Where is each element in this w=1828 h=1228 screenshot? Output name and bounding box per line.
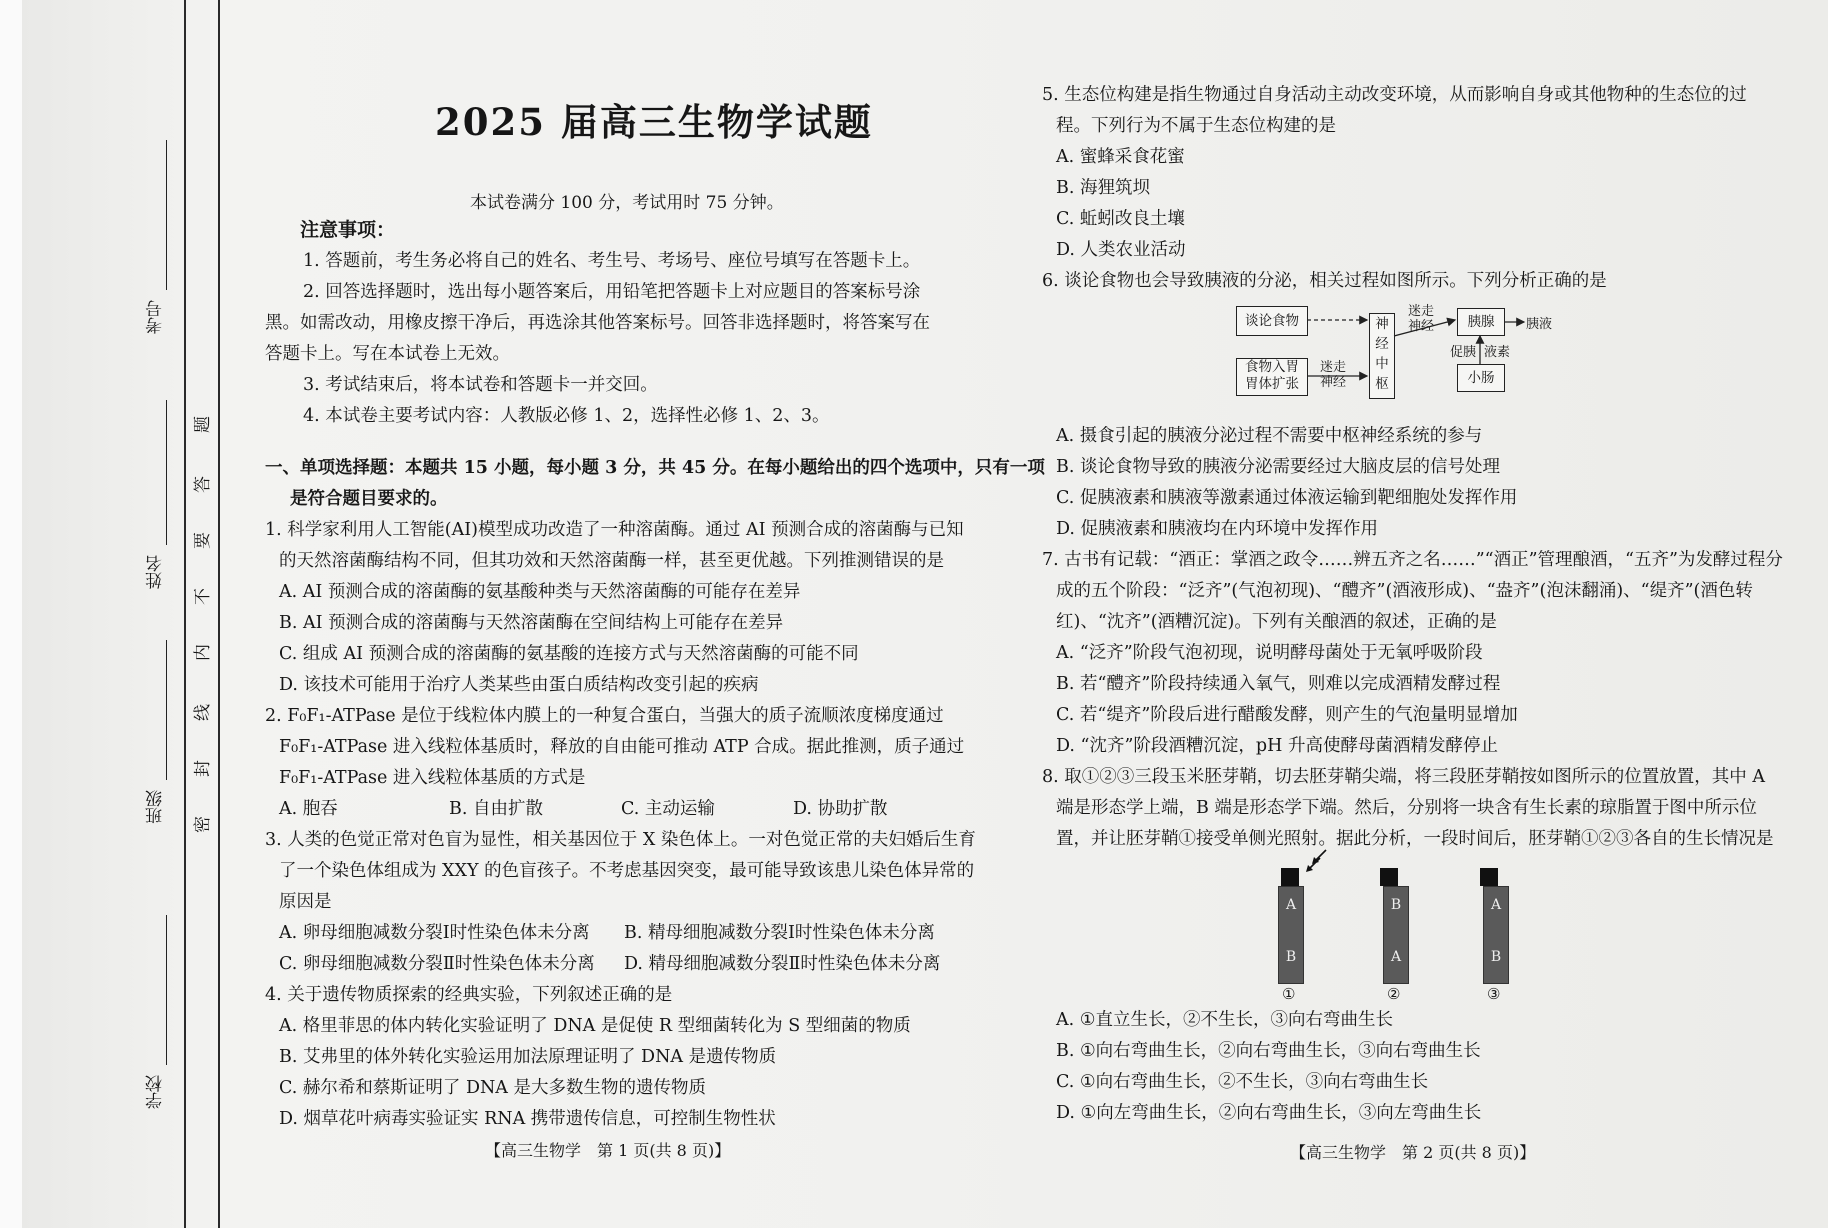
q2-stem-cont: F₀F₁-ATPase 进入线粒体基质时，释放的自由能可推动 ATP 合成。据此推测，质子通过 <box>279 737 965 757</box>
seal-char: 要 <box>193 532 213 549</box>
q5-option-b: B. 海狸筑坝 <box>1056 178 1150 198</box>
seal-char: 题 <box>193 416 213 433</box>
q2-options <box>265 794 965 825</box>
q3-option-c: C. 卵母细胞减数分裂Ⅱ时性染色体未分离 <box>279 954 595 974</box>
q8-stem-end: 置，并让胚芽鞘①接受单侧光照射。据此分析，一段时间后，胚芽鞘①②③各自的生长情况是 <box>1056 829 1774 849</box>
q3-stem-end: 原因是 <box>279 892 332 912</box>
q3-option-d: D. 精母细胞减数分裂Ⅱ时性染色体未分离 <box>624 954 941 974</box>
coleoptile-3-bottom-label: B <box>1490 949 1502 965</box>
nerve-center-char: 神 <box>1375 316 1389 332</box>
q5-option-a: A. 蜜蜂采食花蜜 <box>1056 147 1185 167</box>
name-rule <box>166 400 167 545</box>
seal-char: 内 <box>193 644 213 661</box>
school-rule <box>166 915 167 1065</box>
exam-no-rule <box>166 140 167 290</box>
q7-option-c: C. 若“缇齐”阶段后进行醋酸发酵，则产生的气泡量明显增加 <box>1056 705 1518 725</box>
binding-line-outer <box>184 0 186 1228</box>
coleoptile-3 <box>1483 886 1509 984</box>
secretin-label-2: 液素 <box>1484 345 1511 360</box>
q6-option-c: C. 促胰液素和胰液等激素通过体液运输到靶细胞处发挥作用 <box>1056 488 1518 508</box>
binding-line-inner <box>218 0 220 1228</box>
agar-block-1 <box>1281 868 1299 886</box>
q1-stem: 1. 科学家利用人工智能(AI)模型成功改造了一种溶菌酶。通过 AI 预测合成的溶菌酶与已知 <box>265 520 964 540</box>
coleoptile-3-number: ③ <box>1487 985 1501 1003</box>
seal-char: 密 <box>193 816 213 833</box>
coleoptile-1-number: ① <box>1282 985 1296 1003</box>
q2-option-d: D. 协助扩散 <box>793 799 888 819</box>
q6-option-b: B. 谈论食物导致的胰液分泌需要经过大脑皮层的信号处理 <box>1056 457 1500 477</box>
food-stomach-line2: 胃体扩张 <box>1245 376 1299 392</box>
exam-info: 本试卷满分 100 分，考试用时 75 分钟。 <box>470 193 784 213</box>
class-label: 班级 <box>146 790 166 824</box>
q3-options-ab <box>265 918 965 949</box>
q5-option-c: C. 蚯蚓改良土壤 <box>1056 209 1185 229</box>
agar-block-3 <box>1480 868 1498 886</box>
talk-food-box: 谈论食物 <box>1236 306 1308 336</box>
q6-stem: 6. 谈论食物也会导致胰液的分泌，相关过程如图所示。下列分析正确的是 <box>1042 271 1607 291</box>
class-rule <box>166 640 167 780</box>
q7-option-a: A. “泛齐”阶段气泡初现，说明酵母菌处于无氧呼吸阶段 <box>1056 643 1483 663</box>
q6-option-d: D. 促胰液素和胰液均在内环境中发挥作用 <box>1056 519 1379 539</box>
q3-option-a: A. 卵母细胞减数分裂Ⅰ时性染色体未分离 <box>279 923 590 943</box>
q8-option-b: B. ①向右弯曲生长，②向右弯曲生长，③向右弯曲生长 <box>1056 1041 1481 1061</box>
notice-3: 3. 考试结束后，将本试卷和答题卡一并交回。 <box>303 375 658 395</box>
q8-options <box>1056 1005 1756 1129</box>
vagus-label-text: 迷走 <box>1408 304 1435 319</box>
page-2-footer: 【高三生物学 第 2 页(共 8 页)】 <box>1290 1143 1536 1162</box>
coleoptile-1 <box>1278 886 1304 984</box>
q1-stem-cont: 的天然溶菌酶结构不同，但其功效和天然溶菌酶一样，甚至更优越。下列推测错误的是 <box>279 551 944 571</box>
section-heading: 一、单项选择题：本题共 15 小题，每小题 3 分，共 45 分。在每小题给出的四个选项中，只有一项 <box>265 458 1045 478</box>
q4-option-d: D. 烟草花叶病毒实验证实 RNA 携带遗传信息，可控制生物性状 <box>279 1109 776 1129</box>
q5-stem: 5. 生态位构建是指生物通过自身活动主动改变环境，从而影响自身或其他物种的生态位的过 <box>1042 85 1747 105</box>
pancreatic-juice-label: 胰液 <box>1526 317 1553 332</box>
q4-option-c: C. 赫尔希和蔡斯证明了 DNA 是大多数生物的遗传物质 <box>279 1078 706 1098</box>
q7-stem-end: 红)、“沈齐”(酒糟沉淀)。下列有关酿酒的叙述，正确的是 <box>1056 612 1497 632</box>
pancreas-box: 胰腺 <box>1457 308 1505 336</box>
secretin-label-1: 促胰 <box>1450 345 1477 360</box>
q3-option-b: B. 精母细胞减数分裂Ⅰ时性染色体未分离 <box>624 923 935 943</box>
q2-option-a: A. 胞吞 <box>279 799 338 819</box>
q8-option-a: A. ①直立生长，②不生长，③向右弯曲生长 <box>1056 1010 1393 1030</box>
q3-stem: 3. 人类的色觉正常对色盲为显性，相关基因位于 X 染色体上。一对色觉正常的夫妇婚后生育 <box>265 830 976 850</box>
coleoptile-1-bottom-label: B <box>1285 949 1297 965</box>
seal-char: 封 <box>193 760 213 777</box>
coleoptile-1-top-label: A <box>1285 897 1297 913</box>
vagus-label-text: 迷走 <box>1320 360 1347 375</box>
q1-option-a: A. AI 预测合成的溶菌酶的氨基酸种类与天然溶菌酶的可能存在差异 <box>279 582 801 602</box>
q7-stem-cont: 成的五个阶段：“泛齐”(气泡初现)、“醴齐”(酒液形成)、“盎齐”(泡沫翻涌)、“缇齐”(酒色转 <box>1056 581 1753 601</box>
coleoptile-2-top-label: B <box>1390 897 1402 913</box>
notice-4: 4. 本试卷主要考试内容：人教版必修 1、2，选择性必修 1、2、3。 <box>303 406 830 426</box>
nerve-center-char: 经 <box>1375 336 1389 352</box>
vagus-label-text: 神经 <box>1408 319 1435 334</box>
q1-option-c: C. 组成 AI 预测合成的溶菌酶的氨基酸的连接方式与天然溶菌酶的可能不同 <box>279 644 859 664</box>
q2-stem-end: F₀F₁-ATPase 进入线粒体基质的方式是 <box>279 768 586 788</box>
left-page <box>265 215 1045 1135</box>
q8-option-d: D. ①向左弯曲生长，②向右弯曲生长，③向左弯曲生长 <box>1056 1103 1482 1123</box>
name-label: 姓名 <box>146 555 166 589</box>
coleoptile-2 <box>1383 886 1409 984</box>
notice-2-cont: 黑。如需改动，用橡皮擦干净后，再选涂其他答案标号。回答非选择题时，将答案写在 <box>265 313 930 333</box>
q7-stem: 7. 古书有记载：“酒正：掌酒之政令……辨五齐之名……”“酒正”管理酿酒，“五齐”为发酵过程分 <box>1042 550 1783 570</box>
right-page <box>1042 80 1812 855</box>
q4-stem: 4. 关于遗传物质探索的经典实验，下列叙述正确的是 <box>265 985 673 1005</box>
q3-stem-cont: 了一个染色体组成为 XXY 的色盲孩子。不考虑基因突变，最可能导致该患儿染色体异常的 <box>279 861 975 881</box>
notice-heading: 注意事项： <box>300 219 396 241</box>
q8-stem: 8. 取①②③三段玉米胚芽鞘，切去胚芽鞘尖端，将三段胚芽鞘按如图所示的位置放置，其中 A <box>1042 767 1765 787</box>
notice-2-end: 答题卡上。写在本试卷上无效。 <box>265 344 510 364</box>
seal-char: 答 <box>193 476 213 493</box>
q8-option-c: C. ①向右弯曲生长，②不生长，③向右弯曲生长 <box>1056 1072 1429 1092</box>
q5-stem-cont: 程。下列行为不属于生态位构建的是 <box>1056 116 1336 136</box>
q4-option-a: A. 格里菲思的体内转化实验证明了 DNA 是促使 R 型细菌转化为 S 型细菌的物质 <box>279 1016 911 1036</box>
seal-char: 线 <box>193 704 213 721</box>
q2-stem: 2. F₀F₁-ATPase 是位于线粒体内膜上的一种复合蛋白，当强大的质子流顺浓度梯度通过 <box>265 706 944 726</box>
q6-diagram-arrows <box>1230 300 1553 400</box>
notice-2: 2. 回答选择题时，选出每小题答案后，用铅笔把答题卡上对应题目的答案标号涂 <box>303 282 921 302</box>
exam-title: 2025 届高三生物学试题 <box>435 100 873 144</box>
coleoptile-2-bottom-label: A <box>1390 949 1402 965</box>
q1-option-d: D. 该技术可能用于治疗人类某些由蛋白质结构改变引起的疾病 <box>279 675 759 695</box>
q4-option-b: B. 艾弗里的体外转化实验运用加法原理证明了 DNA 是遗传物质 <box>279 1047 777 1067</box>
q5-option-d: D. 人类农业活动 <box>1056 240 1186 260</box>
q1-option-b: B. AI 预测合成的溶菌酶与天然溶菌酶在空间结构上可能存在差异 <box>279 613 784 633</box>
page-1-footer: 【高三生物学 第 1 页(共 8 页)】 <box>485 1141 731 1160</box>
notice-1: 1. 答题前，考生务必将自己的姓名、考生号、考场号、座位号填写在答题卡上。 <box>303 251 921 271</box>
paper-edge <box>0 0 22 1228</box>
q7-option-b: B. 若“醴齐”阶段持续通入氧气，则难以完成酒精发酵过程 <box>1056 674 1501 694</box>
school-label: 学校 <box>146 1075 166 1109</box>
q7-option-d: D. “沈齐”阶段酒糟沉淀，pH 升高使酵母菌酒精发酵停止 <box>1056 736 1498 756</box>
section-heading-cont: 是符合题目要求的。 <box>290 489 448 509</box>
food-stomach-line1: 食物入胃 <box>1245 359 1299 375</box>
small-intestine-box: 小肠 <box>1457 364 1505 392</box>
q2-option-b: B. 自由扩散 <box>449 799 543 819</box>
coleoptile-2-number: ② <box>1387 985 1401 1003</box>
nerve-center-char: 中 <box>1375 356 1389 372</box>
q3-options-cd <box>265 949 965 980</box>
coleoptile-3-top-label: A <box>1490 897 1502 913</box>
q8-stem-cont: 端是形态学上端，B 端是形态学下端。然后，分别将一块含有生长素的琼脂置于图中所示位 <box>1056 798 1757 818</box>
q2-option-c: C. 主动运输 <box>621 799 715 819</box>
agar-block-2 <box>1380 868 1398 886</box>
exam-no-label: 考号 <box>146 300 166 334</box>
seal-char: 不 <box>193 588 213 605</box>
nerve-center-char: 枢 <box>1375 376 1389 392</box>
q6-option-a: A. 摄食引起的胰液分泌过程不需要中枢神经系统的参与 <box>1056 426 1483 446</box>
vagus-label-text: 神经 <box>1320 375 1347 390</box>
